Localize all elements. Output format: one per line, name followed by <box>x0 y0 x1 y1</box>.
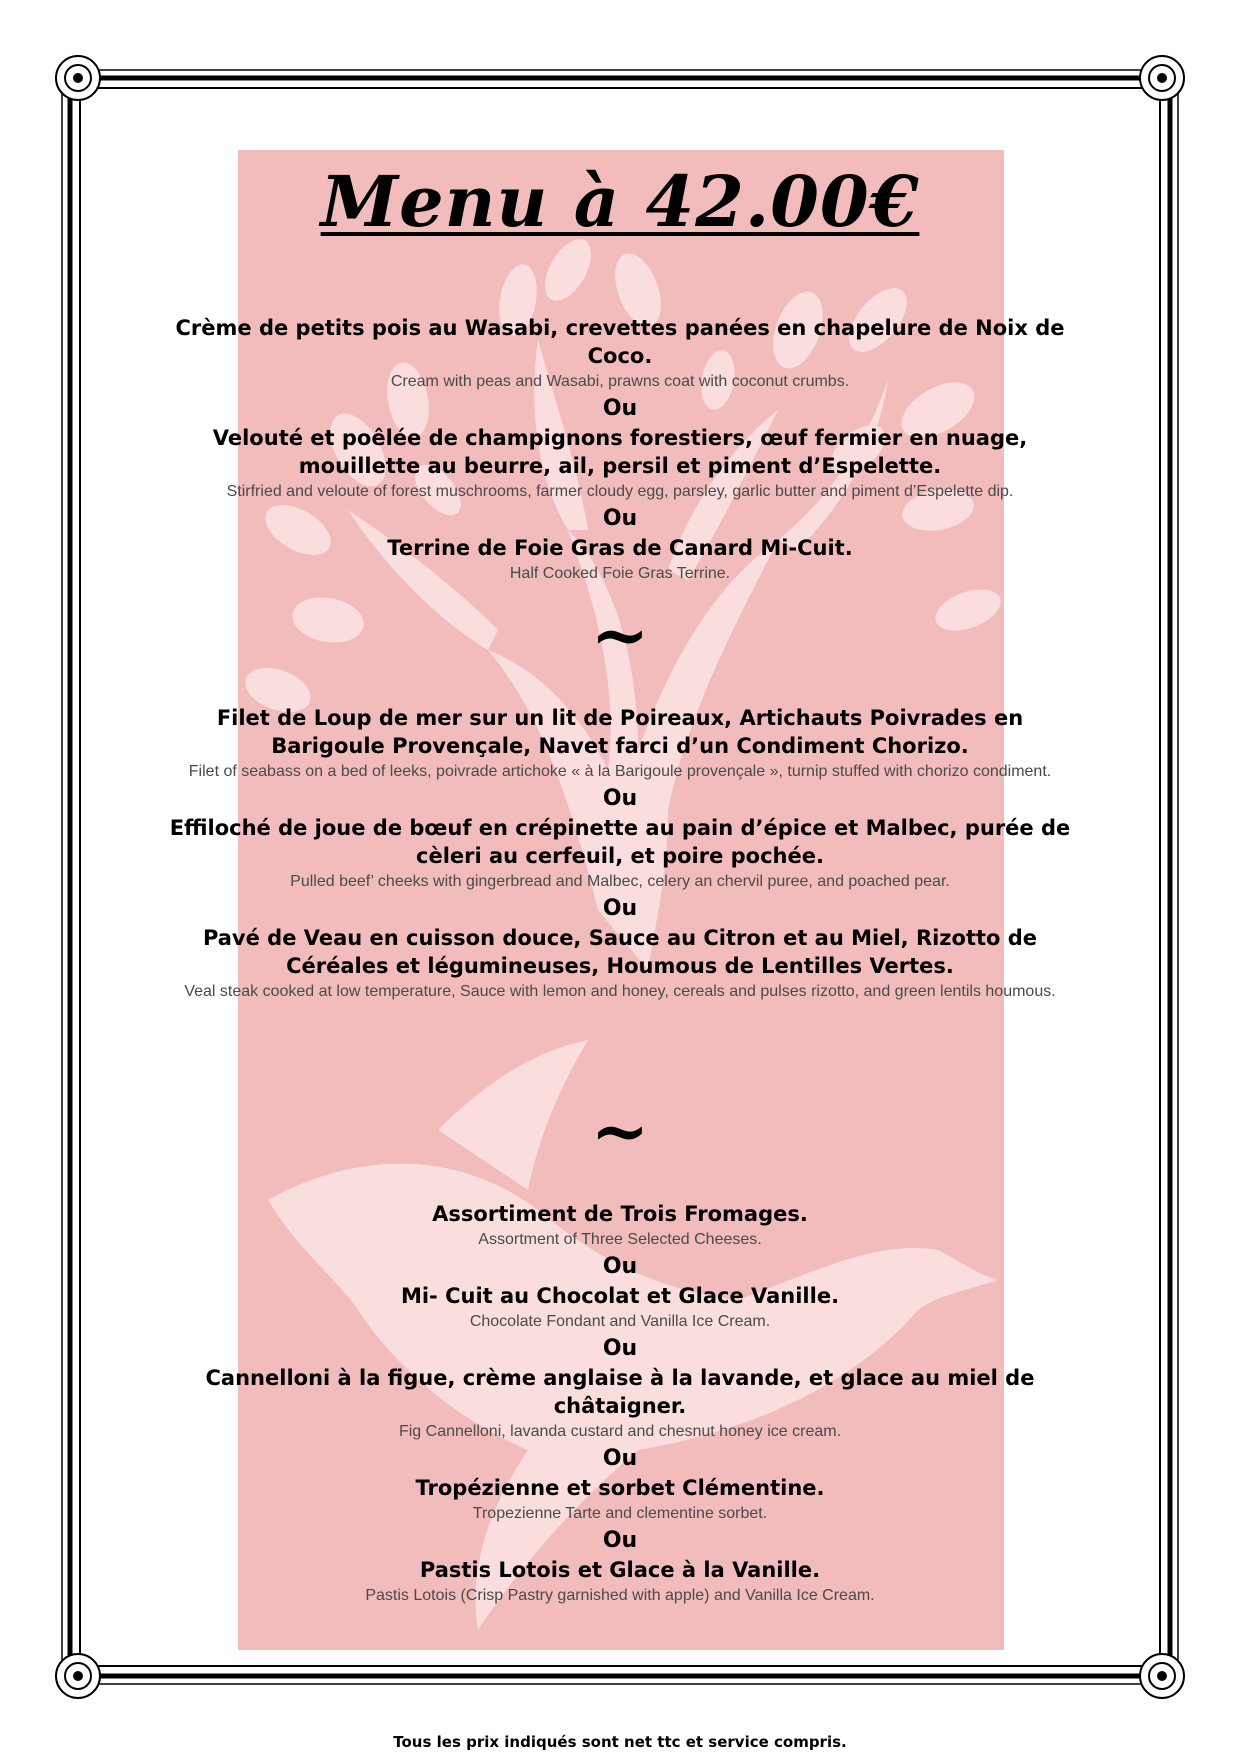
or-separator: Ou <box>602 1528 638 1553</box>
mains-section <box>140 704 1100 1004</box>
starters-section <box>140 314 1100 586</box>
dish-translation: Pulled beef’ cheeks with gingerbread and Malbec, celery an chervil puree, and poached pear. <box>290 873 950 890</box>
desserts-section <box>140 1200 1100 1608</box>
dish-translation: Assortment of Three Selected Cheeses. <box>478 1231 762 1248</box>
dish-translation: Fig Cannelloni, lavanda custard and chesnut honey ice cream. <box>398 1423 842 1440</box>
dish-name: Crème de petits pois au Wasabi, crevettes panées en chapelure de Noix de Coco. <box>175 316 1065 368</box>
dish-translation: Filet of seabass on a bed of leeks, poivrade artichoke « à la Barigoule provençale », turnip stuffed with chorizo condiment. <box>188 763 1052 780</box>
menu-title <box>0 160 1240 243</box>
or-separator: Ou <box>602 1446 638 1471</box>
dish-name: Velouté et poêlée de champignons forestiers, œuf fermier en nuage, mouillette au beurre, ail, persil et piment d’Espelette. <box>212 426 1028 478</box>
dish-name: Terrine de Foie Gras de Canard Mi-Cuit. <box>387 536 853 560</box>
dish-translation: Tropezienne Tarte and clementine sorbet. <box>472 1505 768 1522</box>
dish-name: Effiloché de joue de bœuf en crépinette au pain d’épice et Malbec, purée de cèleri au cerfeuil, et poire pochée. <box>169 816 1071 868</box>
dish-translation: Half Cooked Foie Gras Terrine. <box>509 565 731 582</box>
dish-translation: Pastis Lotois (Crisp Pastry garnished with apple) and Vanilla Ice Cream. <box>365 1587 875 1604</box>
or-separator: Ou <box>602 396 638 421</box>
dish-translation: Veal steak cooked at low temperature, Sauce with lemon and honey, cereals and pulses rizotto, and green lentils houmous. <box>184 983 1056 1000</box>
dish-name: Assortiment de Trois Fromages. <box>432 1202 808 1226</box>
dish-translation: Cream with peas and Wasabi, prawns coat with coconut crumbs. <box>390 373 850 390</box>
or-separator: Ou <box>602 1254 638 1279</box>
dish-translation: Chocolate Fondant and Vanilla Ice Cream. <box>469 1313 771 1330</box>
course-separator: ~ <box>590 1089 650 1172</box>
dish-name: Mi- Cuit au Chocolat et Glace Vanille. <box>400 1284 840 1308</box>
dish-name: Cannelloni à la figue, crème anglaise à la lavande, et glace au miel de châtaigner. <box>205 1366 1035 1418</box>
or-separator: Ou <box>602 1336 638 1361</box>
footer-note: Tous les prix indiqués sont net ttc et service compris. <box>393 1733 847 1751</box>
dish-name: Pastis Lotois et Glace à la Vanille. <box>419 1558 821 1582</box>
menu-title-text: Menu à 42.00€ <box>320 160 920 243</box>
dish-name: Pavé de Veau en cuisson douce, Sauce au Citron et au Miel, Rizotto de Céréales et légumineuses, Houmous de Lentilles Vertes. <box>202 926 1038 978</box>
dish-name: Tropézienne et sorbet Clémentine. <box>415 1476 825 1500</box>
dish-translation: Stirfried and veloute of forest muschrooms, farmer cloudy egg, parsley, garlic butter and piment d’Espelette dip. <box>226 483 1014 500</box>
or-separator: Ou <box>602 786 638 811</box>
or-separator: Ou <box>602 896 638 921</box>
or-separator: Ou <box>602 506 638 531</box>
dish-name: Filet de Loup de mer sur un lit de Poireaux, Artichauts Poivrades en Barigoule Provençale, Navet farci d’un Condiment Chorizo. <box>216 706 1024 758</box>
course-separator: ~ <box>590 593 650 676</box>
